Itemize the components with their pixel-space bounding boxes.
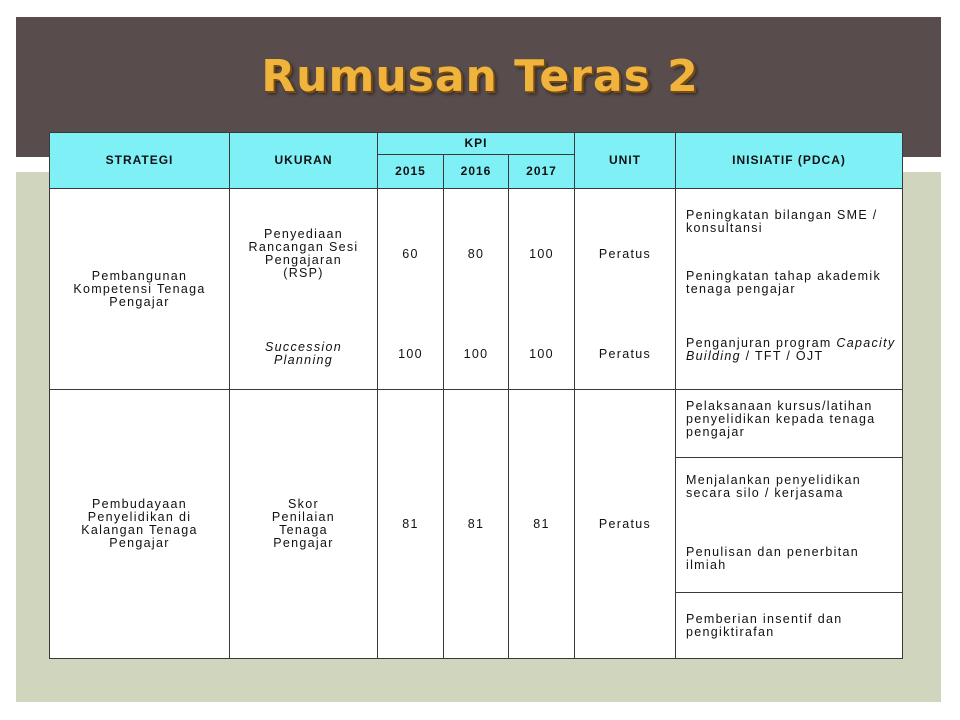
kpi-2017-cell: [509, 319, 575, 389]
kpi-2017-cell: [509, 390, 575, 659]
inisiatif-item: Penulisan dan penerbitan ilmiah: [686, 545, 859, 572]
kpi-value: 100: [463, 346, 489, 361]
ukuran-cell: [230, 390, 378, 659]
kpi-2016-cell: [444, 189, 509, 320]
kpi-value: 81: [402, 516, 419, 531]
inisiatif-item: Pelaksanaan kursus/latihan penyelidikan kepada tenaga pengajar: [686, 399, 876, 439]
unit-cell: [575, 319, 676, 389]
kpi-value: 60: [402, 246, 419, 261]
header-unit: UNIT: [575, 133, 676, 189]
kpi-value: 81: [467, 516, 485, 531]
kpi-value: 100: [398, 346, 423, 361]
kpi-2017-cell: [509, 189, 575, 320]
ukuran-cell: [230, 189, 378, 320]
strategi-text: Pembangunan Kompetensi Tenaga Pengajar: [73, 268, 206, 309]
inisiatif-item: Pemberian insentif dan pengiktirafan: [686, 612, 843, 639]
inisiatif-cell: [676, 593, 903, 659]
inisiatif-cell: [676, 189, 903, 390]
header-year-2015: 2015: [378, 155, 444, 189]
kpi-table: [49, 132, 903, 659]
slide-title: Rumusan Teras 2: [261, 51, 699, 102]
kpi-2015-cell: [378, 189, 444, 320]
ukuran-text: Succession Planning: [265, 340, 342, 368]
ukuran-text: Skor Penilaian Tenaga Pengajar: [271, 497, 336, 550]
kpi-value: 100: [529, 246, 554, 261]
kpi-2016-cell: [444, 319, 509, 389]
unit-text: Peratus: [598, 516, 652, 531]
kpi-2015-cell: [378, 319, 444, 389]
strategi-cell: [50, 390, 230, 659]
kpi-value: 81: [533, 516, 550, 531]
inisiatif-item: Penganjuran program Capacity Building / TFT / OJT: [686, 336, 896, 363]
unit-cell: [575, 390, 676, 659]
kpi-value: 80: [467, 246, 485, 261]
header-inisiatif: INISIATIF (PDCA): [676, 133, 903, 189]
header-ukuran: UKURAN: [230, 133, 378, 189]
kpi-value: 100: [529, 346, 554, 361]
strategi-cell: [50, 189, 230, 390]
unit-text: Peratus: [598, 346, 652, 361]
strategi-text: Pembudayaan Penyelidikan di Kalangan Tenaga Pengajar: [81, 497, 198, 550]
ukuran-cell: [230, 319, 378, 389]
header-year-2016: 2016: [444, 155, 509, 189]
header-kpi: KPI: [378, 133, 575, 155]
ukuran-text: Penyediaan Rancangan Sesi Pengajaran (RSP): [248, 227, 359, 281]
unit-cell: [575, 189, 676, 320]
header-year-2017: 2017: [509, 155, 575, 189]
inisiatif-item: Peningkatan bilangan SME / konsultansi: [686, 208, 878, 235]
inisiatif-cell: [676, 390, 903, 458]
kpi-2016-cell: [444, 390, 509, 659]
unit-text: Peratus: [598, 246, 652, 261]
header-strategi: STRATEGI: [50, 133, 230, 189]
inisiatif-cell: [676, 458, 903, 593]
kpi-2015-cell: [378, 390, 444, 659]
inisiatif-item: Menjalankan penyelidikan secara silo / kerjasama: [686, 473, 862, 500]
inisiatif-item: Peningkatan tahap akademik tenaga pengajar: [686, 269, 882, 296]
